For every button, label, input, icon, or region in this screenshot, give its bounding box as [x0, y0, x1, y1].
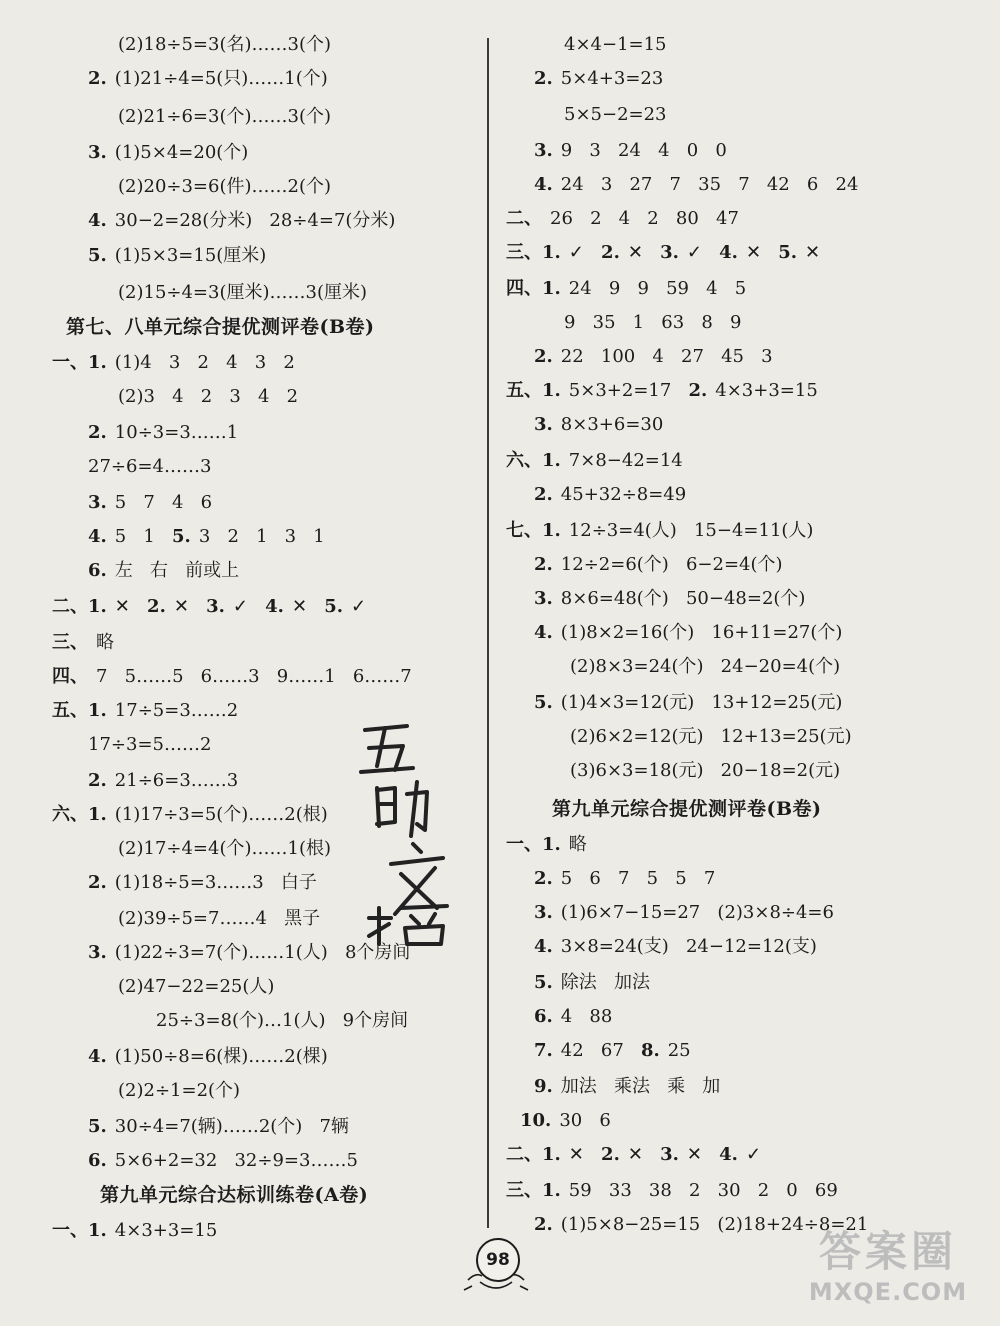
question-number: 2. — [688, 380, 708, 401]
question-number: 2. — [88, 68, 107, 89]
question-number: 6. — [88, 1150, 107, 1171]
question-number: 5. — [88, 245, 107, 266]
question-number: 2. — [534, 868, 553, 889]
answer-line — [506, 278, 746, 300]
question-number: 五、1. — [506, 380, 561, 401]
answer-text: (2)20÷3=6(件)……2(个) — [118, 176, 332, 197]
answer-line — [88, 734, 211, 756]
question-number: 3. — [534, 414, 553, 435]
answer-line — [52, 352, 295, 374]
answer-line — [118, 282, 367, 304]
question-number: 5. — [534, 972, 553, 993]
answer-text: 除法 加法 — [560, 972, 650, 993]
question-number: 3. — [660, 242, 679, 263]
answer-text: 9 35 1 63 8 9 — [564, 312, 742, 333]
answer-line — [534, 346, 773, 368]
answer-text: (1)22÷3=7(个)……1(人) 8个房间 — [114, 942, 411, 963]
answer-text: 略 — [96, 632, 114, 653]
section-heading — [552, 798, 822, 820]
answer-text: 24 3 27 7 35 7 42 6 24 — [560, 174, 859, 195]
question-number: 2. — [88, 872, 107, 893]
question-number: 六、1. — [52, 804, 107, 825]
answer-text: 4×3+3=15 — [114, 1220, 218, 1241]
answer-line — [534, 936, 817, 958]
answer-text: ✕ — [804, 242, 821, 263]
question-number: 6. — [88, 560, 107, 581]
answer-line — [506, 834, 587, 856]
question-number: 2. — [534, 484, 553, 505]
answer-text: 27÷6=4……3 — [88, 456, 212, 477]
question-number: 5. — [172, 526, 191, 547]
answer-text: 略 — [568, 834, 587, 855]
answer-text: 4 88 — [560, 1006, 613, 1027]
answer-text: (2)15÷4=3(厘米)……3(厘米) — [118, 282, 368, 303]
answer-line — [118, 106, 331, 128]
answer-text: 5×5−2=23 — [564, 104, 667, 125]
answer-line — [88, 142, 248, 164]
answer-line — [534, 414, 663, 436]
answer-line — [564, 34, 667, 56]
answer-text: 7 5……5 6……3 9……1 6……7 — [96, 666, 412, 687]
answer-text: 5 6 7 5 5 7 — [560, 868, 716, 889]
question-number: 7. — [534, 1040, 553, 1061]
answer-text: 5 1 — [114, 526, 173, 547]
question-number: 5. — [88, 1116, 107, 1137]
answer-line — [88, 68, 328, 90]
answer-text: (1)5×4=20(个) — [114, 142, 249, 163]
question-number: 四、1. — [506, 278, 561, 299]
answer-text: 42 67 — [560, 1040, 641, 1061]
answer-line — [534, 174, 858, 196]
answer-line — [88, 245, 266, 267]
answer-text: 5×6+2=32 32÷9=3……5 — [114, 1150, 358, 1171]
question-number: 4. — [534, 622, 553, 643]
answer-text: 12÷3=4(人) 15−4=11(人) — [568, 520, 814, 541]
answer-text: 26 2 4 2 80 47 — [550, 208, 739, 229]
answer-text: ✕ — [114, 596, 148, 617]
question-number: 三、 — [52, 632, 88, 653]
answer-text: (2)39÷5=7……4 黑子 — [118, 908, 321, 929]
answer-text: 8×6=48(个) 50−48=2(个) — [560, 588, 806, 609]
answer-line — [534, 692, 842, 714]
question-number: 一、1. — [52, 352, 107, 373]
question-number: 4. — [534, 936, 553, 957]
answer-line — [52, 632, 114, 654]
answer-line — [534, 68, 663, 90]
answer-text: (1)17÷3=5(个)……2(根) — [114, 804, 328, 825]
answer-text: ✓ — [686, 242, 720, 263]
answer-line — [506, 242, 820, 264]
answer-text: 9 3 24 4 0 0 — [560, 140, 727, 161]
answer-line — [534, 972, 650, 994]
answer-text: 21÷6=3……3 — [114, 770, 239, 791]
answer-line — [570, 656, 840, 678]
answer-text: (1)5×3=15(厘米) — [114, 245, 267, 266]
question-number: 4. — [88, 526, 107, 547]
answer-line — [506, 1180, 838, 1202]
answer-text: (2)6×2=12(元) 12+13=25(元) — [570, 726, 852, 747]
answer-text: ✕ — [291, 596, 325, 617]
page-number: 98 — [486, 1250, 510, 1270]
answer-text: 12÷2=6(个) 6−2=4(个) — [560, 554, 783, 575]
answer-line — [534, 588, 805, 610]
question-number: 2. — [534, 68, 553, 89]
answer-text: 3×8=24(支) 24−12=12(支) — [560, 936, 817, 957]
answer-line — [118, 1080, 240, 1102]
answer-line — [118, 176, 331, 198]
question-number: 6. — [534, 1006, 553, 1027]
answer-line — [570, 760, 840, 782]
question-number: 4. — [719, 1144, 738, 1165]
section-heading — [100, 1184, 368, 1206]
answer-line — [88, 1116, 349, 1138]
question-number: 七、1. — [506, 520, 561, 541]
answer-text: (2)2÷1=2(个) — [118, 1080, 241, 1101]
question-number: 9. — [534, 1076, 553, 1097]
answer-line — [534, 484, 686, 506]
answer-line — [52, 666, 412, 688]
question-number: 3. — [534, 140, 553, 161]
answer-text: ✕ — [686, 1144, 720, 1165]
answer-text: (1)21÷4=5(只)……1(个) — [114, 68, 328, 89]
answer-text: ✕ — [745, 242, 779, 263]
question-number: 六、1. — [506, 450, 561, 471]
question-number: 2. — [534, 346, 553, 367]
watermark-title: 答案圈 — [818, 1227, 957, 1276]
answer-text: 25 — [667, 1040, 691, 1061]
question-number: 2. — [147, 596, 166, 617]
answer-text: ✕ — [627, 242, 661, 263]
answer-line — [118, 838, 331, 860]
question-number: 3. — [88, 492, 107, 513]
answer-line — [88, 1046, 328, 1068]
answer-line — [88, 456, 211, 478]
answer-text: ✓ — [350, 596, 367, 617]
answer-line — [570, 726, 852, 748]
answer-line — [118, 386, 298, 408]
question-number: 一、1. — [506, 834, 561, 855]
question-number: 3. — [206, 596, 225, 617]
answer-text: 加法 乘法 乘 加 — [560, 1076, 721, 1097]
answer-text: 45+32÷8=49 — [560, 484, 687, 505]
question-number: 4. — [88, 1046, 107, 1067]
question-number: 5. — [778, 242, 797, 263]
answer-line — [564, 104, 667, 126]
question-number: 二、1. — [506, 1144, 561, 1165]
answer-line — [534, 1040, 691, 1062]
answer-line — [534, 868, 715, 890]
answer-text: ✕ — [173, 596, 207, 617]
answer-line — [88, 210, 395, 232]
answer-text: (1)5×8−25=15 (2)18+24÷8=21 — [560, 1214, 869, 1235]
answer-text: 30 6 — [559, 1110, 611, 1131]
question-number: 3. — [534, 588, 553, 609]
answer-line — [52, 1220, 217, 1242]
question-number: 5. — [324, 596, 343, 617]
answer-text: 25÷3=8(个)…1(人) 9个房间 — [156, 1010, 409, 1031]
page-number-badge — [462, 1236, 530, 1296]
answer-line — [534, 622, 842, 644]
answer-line — [520, 1110, 611, 1132]
answer-line — [88, 770, 238, 792]
handwritten-annotation — [355, 718, 475, 948]
answer-text: 22 100 4 27 45 3 — [560, 346, 773, 367]
answer-text: (2)3 4 2 3 4 2 — [118, 386, 299, 407]
question-number: 4. — [534, 174, 553, 195]
question-number: 四、 — [52, 666, 88, 687]
section-title: 第九单元综合达标训练卷(A卷) — [100, 1184, 369, 1206]
answer-text: 3 2 1 3 1 — [198, 526, 325, 547]
answer-line — [564, 312, 741, 334]
question-number: 二、 — [506, 208, 542, 229]
question-number: 2. — [601, 1144, 620, 1165]
answer-line — [88, 422, 238, 444]
answer-text: ✓ — [745, 1144, 762, 1165]
question-number: 3. — [534, 902, 553, 923]
answer-line — [88, 560, 239, 582]
question-number: 一、1. — [52, 1220, 107, 1241]
answer-text: 59 33 38 2 30 2 0 69 — [568, 1180, 838, 1201]
answer-text: 17÷3=5……2 — [88, 734, 212, 755]
answer-text: (2)21÷6=3(个)……3(个) — [118, 106, 332, 127]
watermark-url: MXQE.COM — [808, 1278, 968, 1306]
answer-line — [52, 596, 366, 618]
question-number: 3. — [660, 1144, 679, 1165]
answer-text: ✓ — [568, 242, 602, 263]
answer-line — [118, 34, 331, 56]
question-number: 2. — [534, 554, 553, 575]
answer-text: ✕ — [568, 1144, 602, 1165]
question-number: 8. — [640, 1040, 660, 1061]
answer-text: 30−2=28(分米) 28÷4=7(分米) — [114, 210, 396, 231]
answer-text: (2)17÷4=4(个)……1(根) — [118, 838, 332, 859]
answer-text: (2)18÷5=3(名)……3(个) — [118, 34, 332, 55]
answer-text: 30÷4=7(辆)……2(个) 7辆 — [114, 1116, 349, 1137]
answer-text: 4×4−1=15 — [564, 34, 667, 55]
answer-line — [534, 554, 783, 576]
answer-text: (1)4×3=12(元) 13+12=25(元) — [560, 692, 843, 713]
question-number: 五、1. — [52, 700, 107, 721]
answer-line — [88, 872, 317, 894]
answer-text: 5 7 4 6 — [114, 492, 213, 513]
answer-text: (3)6×3=18(元) 20−18=2(元) — [570, 760, 841, 781]
answer-text: (1)6×7−15=27 (2)3×8÷4=6 — [560, 902, 834, 923]
answer-text: 10÷3=3……1 — [114, 422, 239, 443]
answer-text: (2)47−22=25(人) — [118, 976, 275, 997]
answer-line — [534, 140, 727, 162]
question-number: 三、1. — [506, 242, 561, 263]
question-number: 10. — [520, 1110, 552, 1131]
question-number: 3. — [88, 942, 107, 963]
question-number: 3. — [88, 142, 107, 163]
answer-line — [534, 1076, 720, 1098]
answer-text: 17÷5=3……2 — [114, 700, 239, 721]
answer-text: 4×3+3=15 — [715, 380, 818, 401]
answer-line — [156, 1010, 408, 1032]
answer-text: 5×4+3=23 — [560, 68, 664, 89]
column-divider — [487, 38, 489, 1228]
question-number: 4. — [719, 242, 738, 263]
answer-line — [506, 1144, 761, 1166]
answer-line — [118, 908, 320, 930]
answer-text: (2)8×3=24(个) 24−20=4(个) — [570, 656, 841, 677]
answer-text: (1)8×2=16(个) 16+11=27(个) — [560, 622, 843, 643]
question-number: 4. — [265, 596, 284, 617]
answer-line — [534, 902, 834, 924]
question-number: 2. — [534, 1214, 553, 1235]
answer-line — [506, 450, 683, 472]
answer-line — [88, 1150, 358, 1172]
answer-text: 5×3+2=17 — [568, 380, 689, 401]
section-title: 第九单元综合提优测评卷(B卷) — [552, 798, 822, 820]
answer-text: (1)4 3 2 4 3 2 — [114, 352, 295, 373]
answer-line — [506, 208, 739, 230]
answer-text: ✓ — [232, 596, 266, 617]
question-number: 三、1. — [506, 1180, 561, 1201]
section-heading — [66, 316, 375, 338]
question-number: 2. — [88, 422, 107, 443]
answer-text: 24 9 9 59 4 5 — [568, 278, 747, 299]
section-title: 第七、八单元综合提优测评卷(B卷) — [66, 316, 375, 338]
answer-text: (1)18÷5=3……3 白子 — [114, 872, 317, 893]
question-number: 4. — [88, 210, 107, 231]
answer-line — [88, 492, 212, 514]
answer-line — [506, 520, 813, 542]
answer-text: (1)50÷8=6(棵)……2(棵) — [114, 1046, 328, 1067]
question-number: 二、1. — [52, 596, 107, 617]
answer-line — [118, 976, 274, 998]
answer-text: ✕ — [627, 1144, 661, 1165]
question-number: 2. — [601, 242, 620, 263]
question-number: 5. — [534, 692, 553, 713]
answer-text: 7×8−42=14 — [568, 450, 683, 471]
answer-text: 左 右 前或上 — [114, 560, 240, 581]
watermark — [788, 1226, 988, 1318]
answer-line — [88, 526, 325, 548]
answer-text: 8×3+6=30 — [560, 414, 664, 435]
answer-line — [52, 804, 328, 826]
answer-line — [534, 1006, 612, 1028]
answer-line — [506, 380, 818, 402]
question-number: 2. — [88, 770, 107, 791]
answer-line — [52, 700, 238, 722]
